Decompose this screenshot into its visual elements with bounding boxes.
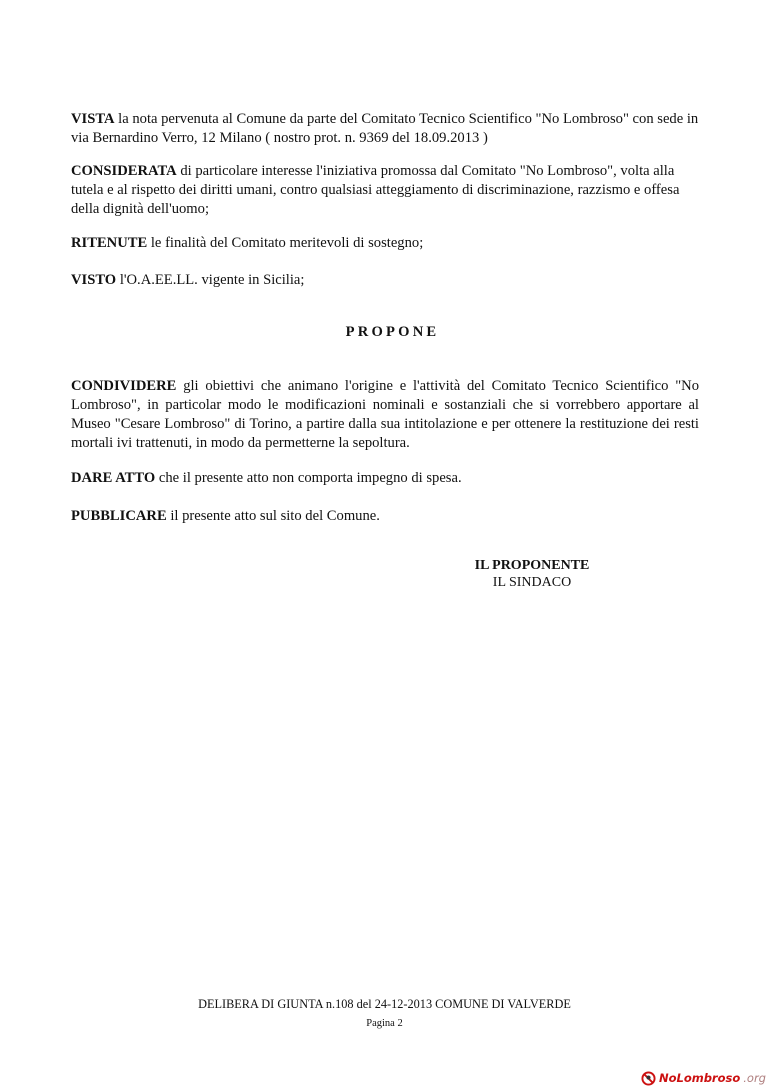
watermark-text: NoLombroso [658,1071,741,1085]
paragraph-considerata [71,162,699,219]
footer-line: DELIBERA DI GIUNTA n.108 del 24-12-2013 COMUNE DI VALVERDE [198,997,571,1011]
text-dare-atto: che il presente atto non comporta impegno di spesa. [155,470,462,486]
keyword-vista: VISTA [71,111,115,127]
paragraph-visto [71,271,699,290]
signature-role: IL SINDACO [492,575,572,590]
keyword-visto: VISTO [71,272,117,288]
keyword-dare-atto: DARE ATTO [71,470,156,486]
heading-propone: PROPONE [345,324,440,340]
watermark-tld: .org [743,1071,766,1085]
text-vista: la nota pervenuta al Comune da parte del Comitato Tecnico Scientifico "No Lombroso" con sede in via Bernardino Verro, 12 Milano ( nostro prot. n. 9369 del 18.09.2013 ) [71,111,699,146]
no-sign-icon [641,1071,656,1086]
paragraph-ritenute [71,234,699,253]
paragraph-pubblicare [71,507,699,526]
text-ritenute: le finalità del Comitato meritevoli di sostegno; [147,235,424,251]
signature-block [452,557,612,591]
keyword-ritenute: RITENUTE [71,235,148,251]
watermark [641,1069,766,1087]
paragraph-vista [71,110,699,148]
paragraph-dare-atto [71,469,699,488]
footer-page-number: Pagina 2 [366,1018,403,1029]
text-visto: l'O.A.EE.LL. vigente in Sicilia; [116,272,305,288]
paragraph-condividere [71,377,699,453]
text-considerata: di particolare interesse l'iniziativa promossa dal Comitato "No Lombroso", volta alla tutela e al rispetto dei diritti umani, contro qualsiasi atteggiamento di discriminazione, razzismo e offesa della dignità dell'uomo; [71,163,680,217]
text-pubblicare: il presente atto sul sito del Comune. [166,508,380,524]
keyword-condividere: CONDIVIDERE [71,378,177,394]
signature-title: IL PROPONENTE [474,558,590,573]
text-condividere: gli obiettivi che animano l'origine e l'attività del Comitato Tecnico Scientifico "No Lombroso", in particolar modo le modificazioni nominali e sostanziali che si vorrebbero apportare al Museo "Cesare Lombroso" di Torino, a partire dalla sua intitolazione e per ottenere la restituzione dei resti mortali ivi trattenuti, in modo da permetterne la sepoltura. [71,378,699,451]
keyword-considerata: CONSIDERATA [71,163,177,179]
keyword-pubblicare: PUBBLICARE [71,508,167,524]
